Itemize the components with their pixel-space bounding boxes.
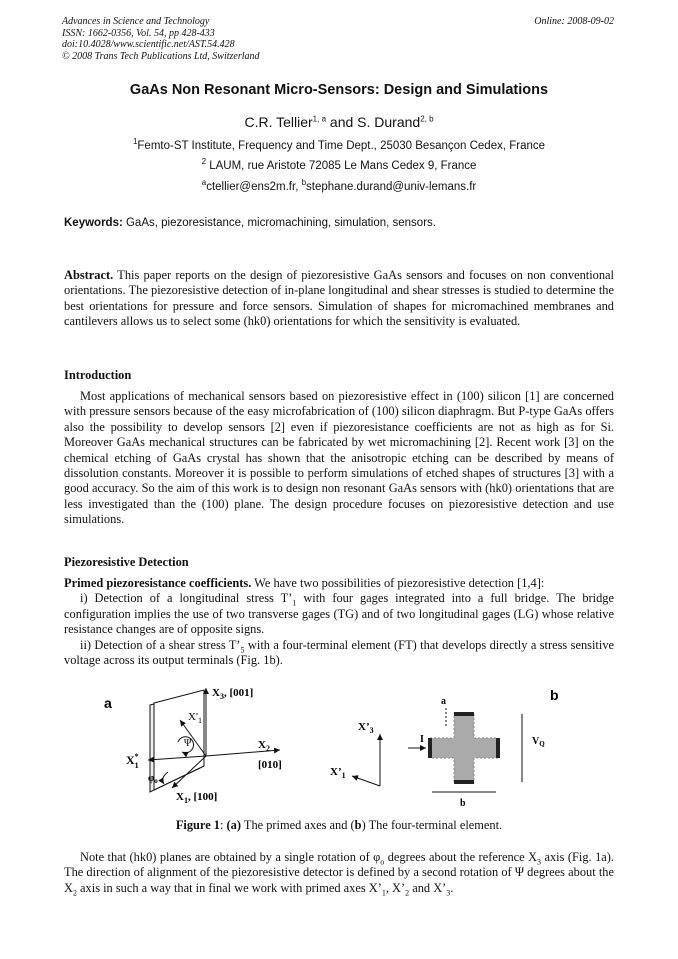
x1pp-axis: [352, 776, 380, 786]
panel-b-label: b: [550, 687, 559, 703]
x1-label: $X_1$, [100]: [176, 791, 218, 805]
copyright: © 2008 Trans Tech Publications Ltd, Switzerland: [62, 50, 260, 62]
x2-label: $X_2$: [258, 739, 270, 753]
affiliation-1: $^1$Femto-ST Institute, Frequency and Time Dept., 25030 Besançon Cedex, France: [132, 137, 546, 152]
note-paragraph: Note that (hk0) planes are obtained by a single rotation of $\varphi_o$ degrees about the reference $X_3$ axis (Fig. 1a). The direction of alignment of the piezoresistive detector is defined by a second rotation of Ψ degrees about the $X_2$ axis in such a way that in final we work with primed axes $X’_1$, $X’_2$ and $X’_3$.: [64, 850, 614, 898]
online-date: Online: 2008-09-02: [534, 16, 614, 27]
paper-title: GaAs Non Resonant Micro-Sensors: Design and Simulations: [129, 82, 549, 98]
doi: doi:10.4028/www.scientific.net/AST.54.428: [62, 39, 235, 50]
x1pp-label: $X’_1$: [330, 766, 346, 780]
affiliation-2: $^2$ LAUM, rue Aristote 72085 Le Mans Cedex 9, France: [201, 157, 477, 172]
psi-label: Ψ: [184, 738, 192, 749]
intro-text: Most applications of mechanical sensors based on piezoresistive effect in (100) silicon [1] are concerned with pressure sensors because of the easy microfabrication of (100) silicon diaphragm. But P-type GaAs offers also the possibility to develop sensors [2] even if piezoresistance coefficients are not as high as for Si. Moreover GaAs mechanical structures can be fabricated by wet micromachining [2]. Recent work [3] on the chemical etching of GaAs crystal has shown that the anisotropic etching can be described by means of dissolution constants. Moreover it is possible to perform simulations of etched shapes of structures [3] with a good accuracy. So the aim of this work is to design non resonant GaAs sensors with (hk0) orientations that are less investigated than the (100) plane. The design procedure focuses on piezoresistive detection and use simulations.: [64, 389, 614, 527]
vq-label: $V_Q$: [532, 736, 545, 748]
plane-sheet: [150, 690, 204, 792]
keywords: Keywords: GaAs, piezoresistance, micromachining, simulation, sensors.: [64, 217, 436, 229]
x1-star-label: $X_1*$: [126, 752, 139, 770]
figure-1: [90, 680, 590, 810]
phi-label: $\varphi_o$: [148, 773, 158, 785]
x3p-label: $X’_3$: [358, 721, 374, 735]
abstract: Abstract. This paper reports on the design of piezoresistive GaAs sensors and focuses on non conventional orientations. The piezoresistive detection of in-plane longitudinal and shear stresses is studied to determine the best orientations for pressure and force sensors. Simulation of shapes for micromachined membranes and cantilevers allows us to select some (hk0) orientations for which the sensitivity is evaluated.: [64, 268, 614, 329]
dim-a: a: [441, 696, 446, 707]
piezo-heading: Piezoresistive Detection: [64, 555, 189, 569]
journal-name: Advances in Science and Technology: [62, 16, 210, 27]
authors: C.R. Tellier$^{1, a}$ and S. Durand$^{2, b}$: [244, 114, 434, 130]
x3-label: $X_3$, [001]: [212, 687, 254, 701]
figure-caption: Figure 1: (a) The primed axes and (b) The four-terminal element.: [175, 818, 503, 832]
issn: ISSN: 1662-0356, Vol. 54, pp 428-433: [62, 27, 215, 39]
emails: $^a$ctellier@ens2m.fr, $^b$stephane.durand@univ-lemans.fr: [201, 178, 477, 193]
x2-dir: [010]: [258, 759, 282, 771]
piezo-text: Primed piezoresistance coefficients. We have two possibilities of piezoresistive detection [1,4]: i) Detection of a longitudinal stress $T’_1$ with four gages integrated into a full bridge. The bridge configuration implies the use of two transverse gages (TG) and of two longitudinal gages (LG) whose relative resistance changes are of opposite signs. ii) Detection of a shear stress $T’_5$ with a four-terminal element (FT) that develops directly a stress sensitive voltage across its output terminals (Fig. 1b).: [64, 576, 615, 668]
journal-header: [62, 16, 260, 62]
panel-a-label: a: [104, 695, 112, 711]
intro-heading: Introduction: [64, 368, 132, 382]
current-label: I: [420, 734, 424, 745]
dim-b: b: [460, 798, 466, 809]
four-terminal-element: [428, 712, 500, 784]
x1-primed-label: $X'_1$: [188, 711, 202, 725]
